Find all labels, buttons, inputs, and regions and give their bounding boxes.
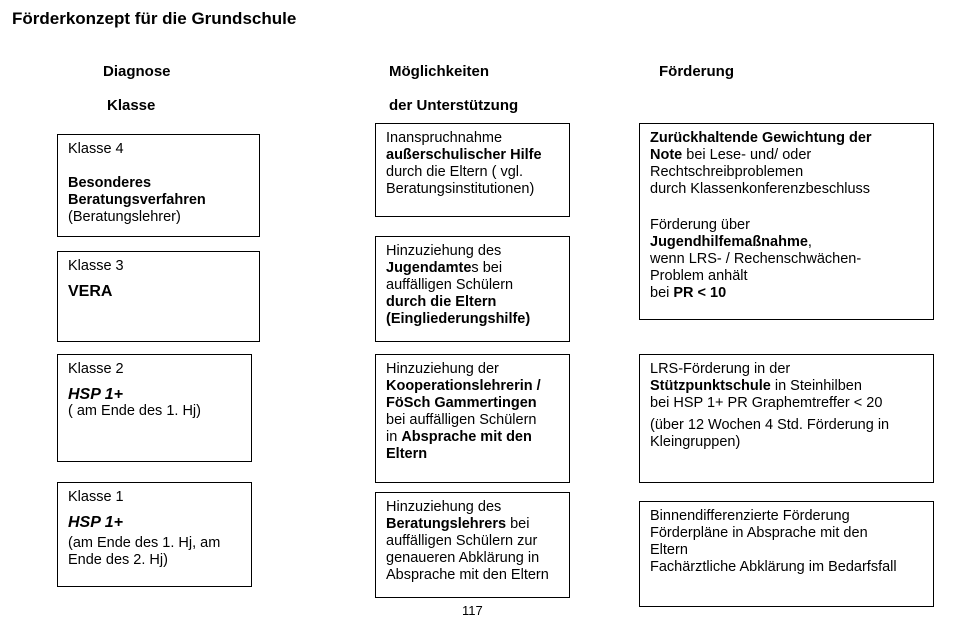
support-text-bold: Beratungslehrers [386,516,507,532]
foerderung-box-2 [639,354,934,483]
diagnose-name: Beratungsverfahren [68,192,206,208]
support-box-3 [375,354,570,483]
header-moeglichkeiten: Möglichkeiten [389,63,490,80]
foerderung-text: bei [650,285,674,301]
support-line [386,516,560,533]
support-text: Absprache mit den Eltern [386,567,549,583]
support-text: Beratungsinstitutionen) [386,181,535,197]
diagnose-note: (am Ende des 1. Hj, am [68,535,221,551]
diagnose-box-klasse-2 [57,354,252,462]
foerderung-line [650,147,924,164]
support-text: bei [506,516,530,532]
support-text: durch die Eltern ( vgl. [386,164,524,180]
support-text-bold: Absprache mit den [401,429,532,445]
foerderung-text-bold: Stützpunktschule [650,378,771,394]
support-text: in [386,429,402,445]
foerderung-text: Fachärztliche Abklärung im Bedarfsfall [650,559,897,575]
foerderung-text-bold: Zurückhaltende Gewichtung der [650,130,872,146]
foerderung-text: LRS-Förderung in der [650,361,791,377]
support-line [386,260,560,277]
grade-label: Klasse 4 [68,141,124,157]
support-box-4 [375,492,570,598]
support-line [386,429,560,446]
diagnose-box-klasse-4 [57,134,260,237]
foerderung-text-bold: Jugendhilfemaßnahme [650,234,808,250]
header-unterstuetzung: der Unterstützung [389,97,519,114]
support-text-bold: (Eingliederungshilfe) [386,311,531,327]
support-text: Hinzuziehung der [386,361,499,377]
support-box-1 [375,123,570,217]
foerderung-text: Förderung über [650,217,750,233]
foerderung-text: Kleingruppen) [650,434,741,450]
foerderung-line [650,285,924,302]
support-text-bold: durch die Eltern [386,294,497,310]
grade-label: Klasse 1 [68,489,124,505]
header-foerderung: Förderung [659,63,734,80]
support-text: genaueren Abklärung in [386,550,540,566]
support-text-bold: außerschulischer Hilfe [386,147,542,163]
support-text-bold: Kooperationslehrerin / [386,378,541,394]
foerderung-text: in Steinhilben [770,378,862,394]
grade-label: Klasse 2 [68,361,124,377]
foerderung-line [650,378,924,395]
support-text: Hinzuziehung des [386,243,502,259]
foerderung-text: Problem anhält [650,268,748,284]
support-text-bold: FöSch Gammertingen [386,395,537,411]
diagnose-note: (Beratungslehrer) [68,209,181,225]
support-text: auffälligen Schülern zur [386,533,538,549]
support-text: s bei [471,260,503,276]
header-klasse: Klasse [107,97,156,114]
header-diagnose: Diagnose [103,63,171,80]
diagnose-name: HSP 1+ [68,386,123,403]
foerderung-text: Binnendifferenzierte Förderung [650,508,850,524]
page-title: Förderkonzept für die Grundschule [12,9,297,28]
foerderung-text: , [807,234,812,250]
diagnose-name: Besonderes [68,175,152,191]
support-text-bold: Eltern [386,446,428,462]
foerderung-text-bold: Note [650,147,683,163]
foerderung-text: Förderpläne in Absprache mit den [650,525,868,541]
grade-label: Klasse 3 [68,258,124,274]
diagnose-box-klasse-3 [57,251,260,342]
diagnose-name: HSP 1+ [68,514,123,531]
foerderung-text: bei HSP 1+ PR Graphemtreffer < 20 [650,395,883,411]
foerderung-box-1 [639,123,934,320]
support-text: auffälligen Schülern [386,277,514,293]
foerderung-text: Rechtschreibproblemen [650,164,804,180]
foerderung-box-3 [639,501,934,607]
support-text-bold: Jugendamte [386,260,472,276]
foerderung-line [650,234,924,251]
support-text: bei auffälligen Schülern [386,412,537,428]
foerderung-text-bold: PR < 10 [673,285,727,301]
support-box-2 [375,236,570,342]
diagnose-box-klasse-1 [57,482,252,587]
foerderung-text: (über 12 Wochen 4 Std. Förderung in [650,417,890,433]
page-number: 117 [462,603,483,618]
foerderung-text: durch Klassenkonferenzbeschluss [650,181,871,197]
diagnose-note: Ende des 2. Hj) [68,552,168,568]
foerderung-text: Eltern [650,542,688,558]
diagnose-name: VERA [68,283,113,300]
foerderung-text: bei Lese- und/ oder [682,147,812,163]
support-text: Inanspruchnahme [386,130,503,146]
support-text: Hinzuziehung des [386,499,502,515]
diagnose-note: ( am Ende des 1. Hj) [68,403,201,419]
foerderung-text: wenn LRS- / Rechenschwächen- [650,251,862,267]
